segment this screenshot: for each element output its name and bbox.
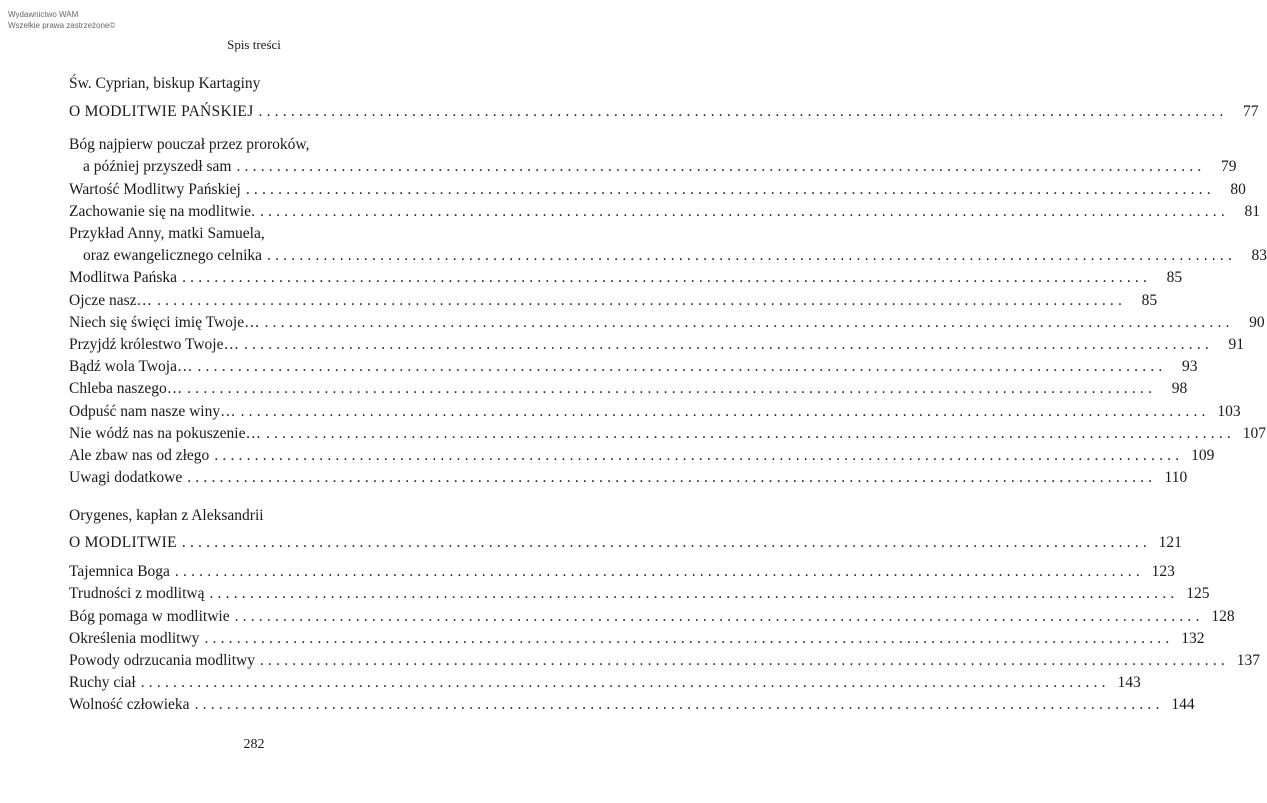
page-ref: 85 [1141,291,1158,309]
dot-leader: ........................................................................................................................ [214,447,1184,465]
toc-work-title [69,101,1259,123]
toc-entry-label: Bóg pomaga w modlitwie [69,607,230,625]
dot-leader: ........................................................................................................................ [243,336,1213,354]
toc-entry-line1: Przykład Anny, matki Samuela, [69,225,265,243]
toc-entry-line1: Bóg najpierw pouczał przez proroków, [69,136,310,154]
toc-entry-label: Odpuść nam nasze winy… [69,402,236,420]
toc-entry [69,312,1265,334]
page-ref: 90 [1249,313,1265,331]
dot-leader: ........................................................................................................................ [181,534,1151,551]
page-ref: 107 [1242,424,1266,442]
dot-leader: ........................................................................................................................ [187,380,1157,398]
toc-entry-label: Wolność człowieka [69,696,190,714]
toc-entry-label: oraz ewangelicznego celnika [83,247,263,265]
work-title-label: O MODLITWIE [69,534,177,551]
page-ref: 123 [1151,563,1175,581]
page-ref: 125 [1186,585,1210,603]
dot-leader: ........................................................................................................................ [197,358,1167,376]
toc-entry [69,378,1188,400]
publisher-name: Wydawnictwo WAM [8,10,79,19]
toc-entry-label: Trudności z modlitwą [69,585,205,603]
toc-entry-list [69,561,1260,716]
toc-entry [69,650,1260,672]
running-header: Spis treści [227,37,281,52]
toc-entry [69,290,1158,312]
toc-entry-list [69,134,1267,489]
toc-entry [69,467,1188,489]
section-author: Św. Cyprian, biskup Kartaginy [69,75,261,92]
toc-work-title [69,532,1182,554]
toc-entry-label: Przyjdź królestwo Twoje… [69,336,239,354]
page-ref: 77 [1243,103,1259,120]
dot-leader: ........................................................................................................................ [267,247,1237,265]
dot-leader: ........................................................................................................................ [258,103,1228,120]
toc-entry [69,445,1215,467]
toc-entry-label: Uwagi dodatkowe [69,469,183,487]
toc-entry [69,356,1198,378]
page-ref: 137 [1236,652,1260,670]
toc-entry-label: Ale zbaw nas od złego [69,447,210,465]
page-ref: 79 [1220,158,1237,176]
toc-entry-label: Chleba naszego… [69,380,183,398]
toc-entry [69,267,1183,289]
dot-leader: ........................................................................................................................ [234,607,1204,625]
dot-leader: ........................................................................................................................ [194,696,1164,714]
dot-leader: ........................................................................................................................ [245,180,1215,198]
copyright-notice: Wszelkie prawa zastrzeżone© [8,21,116,30]
toc-entry [69,401,1241,423]
page-ref: 132 [1181,629,1205,647]
toc-entry-label: a później przyszedł sam [83,158,232,176]
toc-entry [69,201,1260,223]
toc-entry [69,334,1244,356]
publisher-notice [8,9,115,31]
dot-leader: ........................................................................................................................ [259,652,1229,670]
toc-entry-label: Bądź wola Twoja… [69,358,193,376]
toc-entry [69,694,1195,716]
toc-entry-label: Zachowanie się na modlitwie. [69,202,255,220]
work-title-label: O MODLITWIE PAŃSKIEJ [69,103,254,120]
dot-leader: ........................................................................................................................ [236,158,1206,176]
toc-entry-label: Wartość Modlitwy Pańskiej [69,180,241,198]
dot-leader: ........................................................................................................................ [240,402,1210,420]
page-ref: 143 [1117,674,1141,692]
toc-entry-label: Niech się święci imię Twoje… [69,313,260,331]
toc-entry-label: Ojcze nasz… [69,291,153,309]
page-ref: 128 [1211,607,1235,625]
page-number: 282 [243,737,265,752]
toc-entry [69,672,1141,694]
page-ref: 93 [1181,358,1198,376]
toc-entry-label: Określenia modlitwy [69,629,200,647]
section-author: Orygenes, kapłan z Aleksandrii [69,507,264,524]
toc-entry [69,423,1266,445]
page-ref: 81 [1244,202,1260,220]
toc-entry [69,179,1246,201]
dot-leader: ........................................................................................................................ [265,424,1235,442]
toc-entry [69,156,1237,178]
dot-leader: ........................................................................................................................ [157,291,1127,309]
toc-entry-label: Ruchy ciał [69,674,136,692]
dot-leader: ........................................................................................................................ [259,202,1229,220]
page-ref: 80 [1230,180,1246,198]
dot-leader: ........................................................................................................................ [209,585,1179,603]
dot-leader: ........................................................................................................................ [174,563,1144,581]
page-ref: 91 [1228,336,1244,354]
page-ref: 121 [1158,534,1182,551]
toc-entry [69,245,1267,267]
page-ref: 110 [1164,469,1188,487]
toc-entry-label: Tajemnica Boga [69,563,170,581]
dot-leader: ........................................................................................................................ [264,313,1234,331]
page-ref: 144 [1171,696,1195,714]
toc-entry [69,583,1210,605]
toc-section-origen [69,505,1260,717]
toc-entry-label: Powody odrzucania modlitwy [69,652,255,670]
dot-leader: ........................................................................................................................ [182,269,1152,287]
page-ref: 103 [1217,402,1241,420]
page-ref: 109 [1191,447,1215,465]
dot-leader: ........................................................................................................................ [204,629,1174,647]
dot-leader: ........................................................................................................................ [140,674,1110,692]
page-ref: 98 [1171,380,1188,398]
page-ref: 83 [1251,247,1267,265]
toc-entry [69,606,1235,628]
dot-leader: ........................................................................................................................ [187,469,1157,487]
toc-entry-label: Nie wódź nas na pokuszenie… [69,424,261,442]
toc-entry [69,628,1205,650]
toc-section-cyprian [69,73,1267,489]
page-ref: 85 [1166,269,1183,287]
toc-entry [69,561,1175,583]
toc-entry-label: Modlitwa Pańska [69,269,178,287]
